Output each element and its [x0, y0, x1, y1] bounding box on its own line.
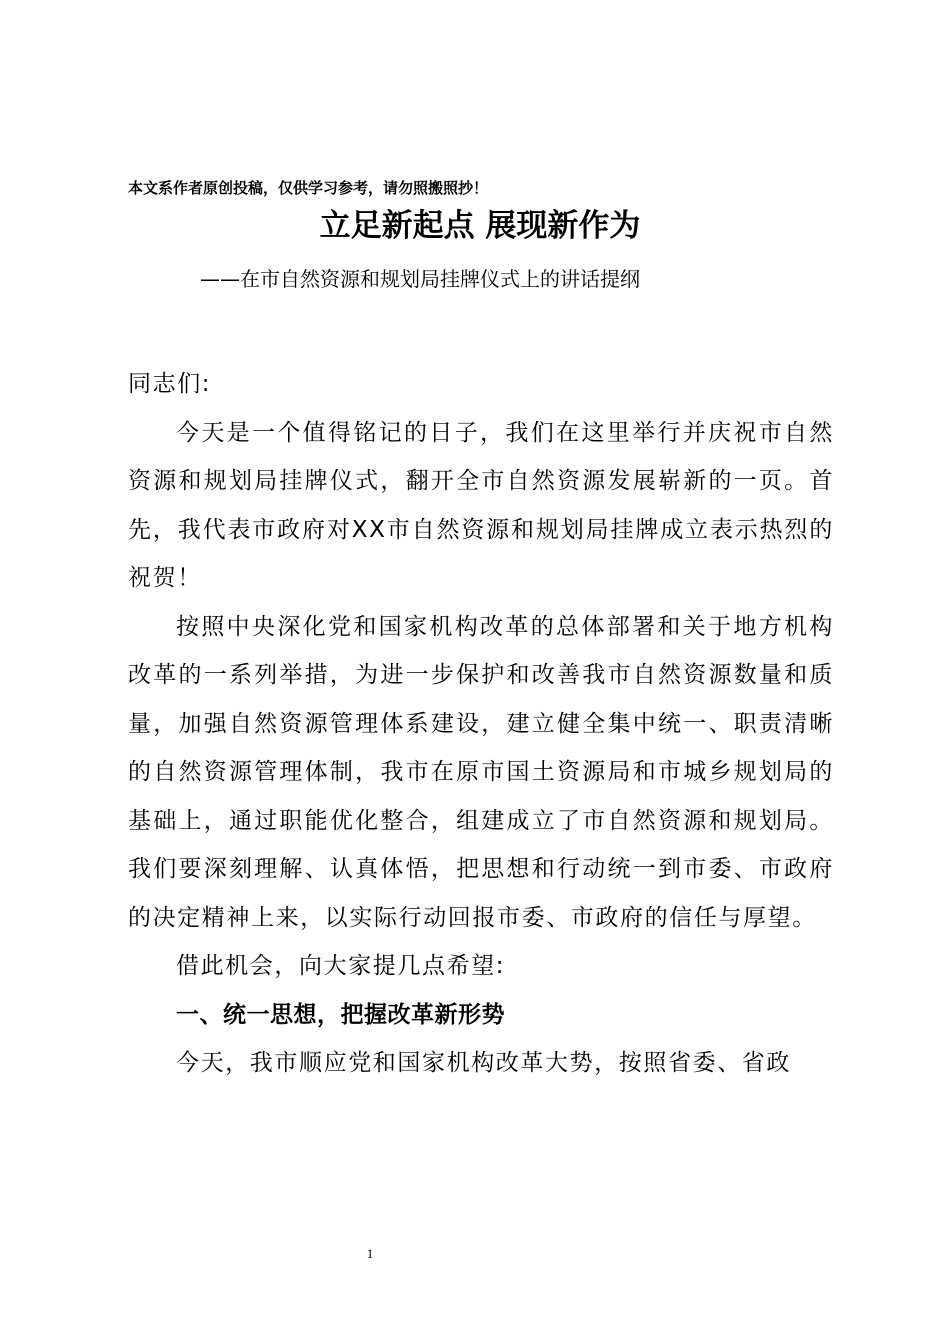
paragraph: 今天，我市顺应党和国家机构改革大势，按照省委、省政	[176, 1050, 791, 1076]
document-body	[128, 360, 834, 1088]
copyright-notice: 本文系作者原创投稿，仅供学习参考，请勿照搬照抄！	[128, 179, 489, 197]
paragraph: 借此机会，向大家提几点希望:	[176, 953, 506, 979]
section-heading: 一、统一思想，把握改革新形势	[176, 1001, 505, 1028]
paragraph: 今天是一个值得铭记的日子，我们在这里举行并庆祝市自然资源和规划局挂牌仪式，翻开全市自然资源发展崭新的一页。首先，我代表市政府对XX市自然资源和规划局挂牌成立表示热烈的祝贺！	[128, 419, 834, 591]
page-title: 立足新起点 展现新作为	[319, 208, 641, 244]
page-number: 1	[366, 1246, 374, 1261]
salutation: 同志们:	[128, 371, 212, 397]
paragraph: 按照中央深化党和国家机构改革的总体部署和关于地方机构改革的一系列举措，为进一步保护和改善我市自然资源数量和质量，加强自然资源管理体系建设，建立健全集中统一、职责清晰的自然资源管理体制，我市在原市国土资源局和市城乡规划局的基础上，通过职能优化整合，组建成立了市自然资源和规划局。我们要深刻理解、认真体悟，把思想和行动统一到市委、市政府的决定精神上来，以实际行动回报市委、市政府的信任与厚望。	[128, 613, 834, 931]
page-subtitle: ——在市自然资源和规划局挂牌仪式上的讲话提纲	[200, 267, 640, 291]
